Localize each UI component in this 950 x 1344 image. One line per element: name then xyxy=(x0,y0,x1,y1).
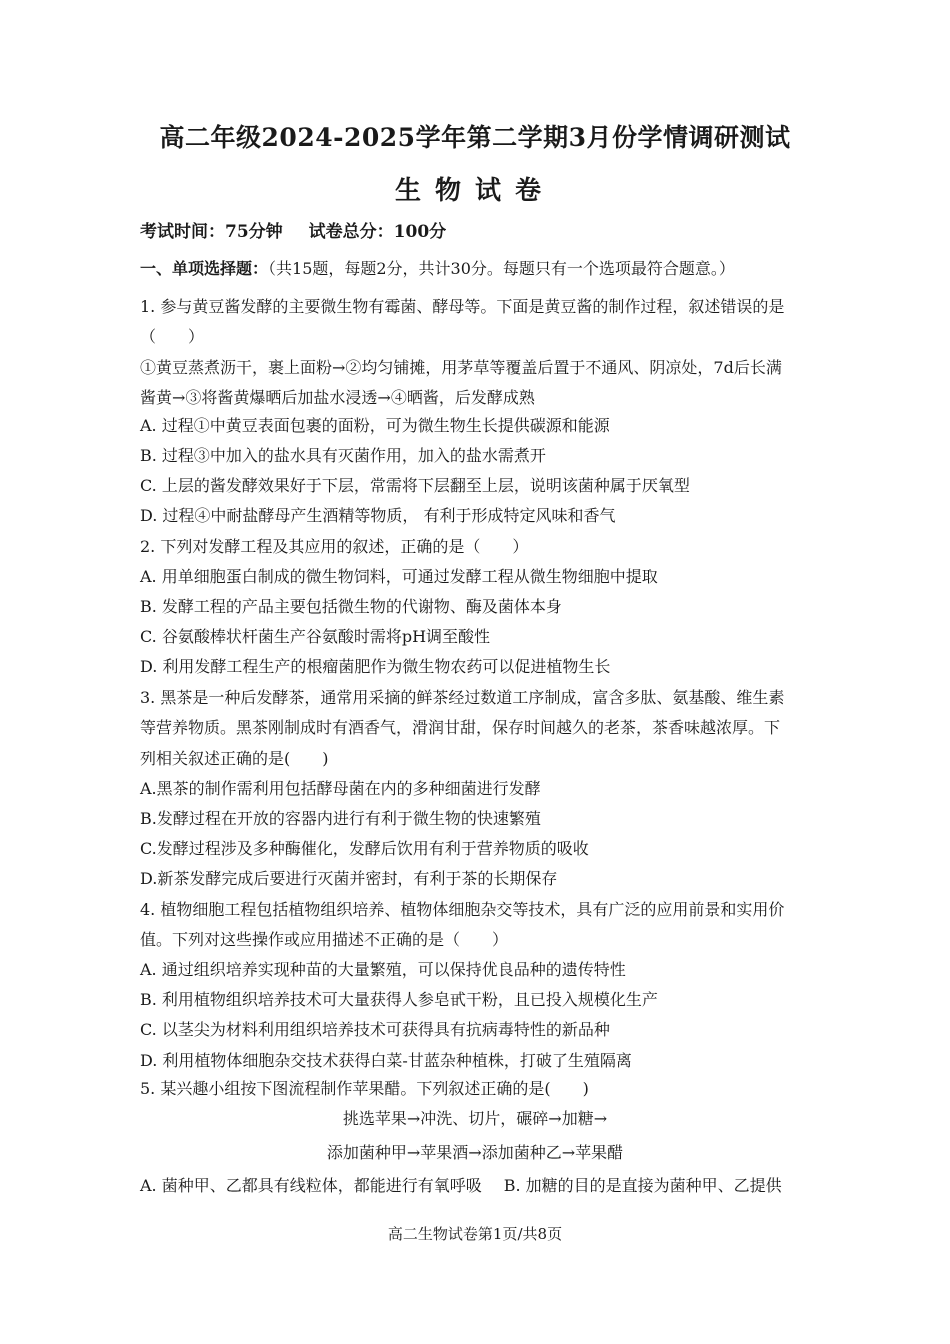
q5-stem: 5. 某兴趣小组按下图流程制作苹果醋。下列叙述正确的是( ) xyxy=(140,1079,589,1098)
q5-flow-line2: 添加菌种甲→苹果酒→添加菌种乙→苹果醋 xyxy=(326,1143,624,1162)
q3-option-c: C.发酵过程涉及多种酶催化，发酵后饮用有利于营养物质的吸收 xyxy=(140,839,589,858)
q1-option-c: C. 上层的酱发酵效果好于下层，常需将下层翻至上层，说明该菌种属于厌氧型 xyxy=(140,476,690,495)
q4-option-b: B. 利用植物组织培养技术可大量获得人参皂甙干粉，且已投入规模化生产 xyxy=(140,990,658,1009)
q1-option-b: B. 过程③中加入的盐水具有灭菌作用，加入的盐水需煮开 xyxy=(140,446,546,465)
q2-option-d: D. 利用发酵工程生产的根瘤菌肥作为微生物农药可以促进植物生长 xyxy=(140,657,611,676)
section-title: 一、单项选择题： xyxy=(140,259,269,278)
q2-option-b: B. 发酵工程的产品主要包括微生物的代谢物、酶及菌体本身 xyxy=(140,597,562,616)
q3-option-a: A.黑茶的制作需利用包括酵母菌在内的多种细菌进行发酵 xyxy=(140,779,541,798)
q4-option-a: A. 通过组织培养实现种苗的大量繁殖，可以保持优良品种的遗传特性 xyxy=(140,960,626,979)
q3-stem-line3: 列相关叙述正确的是( ) xyxy=(140,749,329,768)
page-footer: 高二生物试卷第1页/共8页 xyxy=(387,1225,563,1243)
q1-process-line2: 酱黄→③将酱黄爆晒后加盐水浸透→④晒酱，后发酵成熟 xyxy=(140,388,535,407)
q5-option-b: B. 加糖的目的是直接为菌种甲、乙提供 xyxy=(503,1176,782,1195)
total-score: 试卷总分：100分 xyxy=(308,222,447,242)
q3-stem-line1: 3. 黑茶是一种后发酵茶，通常用采摘的鲜茶经过数道工序制成，富含多肽、氨基酸、维生素 xyxy=(140,688,785,707)
exam-subtitle: 生物试卷 xyxy=(394,176,555,206)
q3-stem-line2: 等营养物质。黑茶刚制成时有酒香气，滑润甘甜，保存时间越久的老茶，茶香味越浓厚。下 xyxy=(140,718,781,737)
q1-stem-line2: （ ） xyxy=(140,327,205,346)
exam-time: 考试时间：75分钟 xyxy=(140,222,283,242)
section-instruction: （共15题，每题2分，共计30分。每题只有一个选项最符合题意。） xyxy=(268,259,735,278)
exam-title: 高二年级2024-2025学年第二学期3月份学情调研测试 xyxy=(159,123,791,152)
q4-stem-line1: 4. 植物细胞工程包括植物组织培养、植物体细胞杂交等技术，具有广泛的应用前景和实用价 xyxy=(140,900,785,919)
q1-stem-line1: 1. 参与黄豆酱发酵的主要微生物有霉菌、酵母等。下面是黄豆酱的制作过程，叙述错误的是 xyxy=(140,297,785,316)
q4-option-d: D. 利用植物体细胞杂交技术获得白菜-甘蓝杂种植株，打破了生殖隔离 xyxy=(140,1051,632,1070)
section-heading xyxy=(140,258,820,280)
q5-flow-line1: 挑选苹果→冲洗、切片，碾碎→加糖→ xyxy=(342,1109,608,1128)
q3-option-d: D.新茶发酵完成后要进行灭菌并密封，有利于茶的长期保存 xyxy=(140,869,558,888)
q4-option-c: C. 以茎尖为材料利用组织培养技术可获得具有抗病毒特性的新品种 xyxy=(140,1020,610,1039)
q1-option-a: A. 过程①中黄豆表面包裹的面粉，可为微生物生长提供碳源和能源 xyxy=(140,416,610,435)
q4-stem-line2: 值。下列对这些操作或应用描述不正确的是（ ） xyxy=(140,930,509,949)
q1-process-line1: ①黄豆蒸煮沥干，裹上面粉→②均匀铺摊，用茅草等覆盖后置于不通风、阴凉处，7d后长满 xyxy=(140,358,782,377)
q1-option-d: D. 过程④中耐盐酵母产生酒精等物质， 有利于形成特定风味和香气 xyxy=(140,506,616,525)
q5-option-a: A. 菌种甲、乙都具有线粒体，都能进行有氧呼吸 xyxy=(140,1176,482,1195)
q2-option-a: A. 用单细胞蛋白制成的微生物饲料，可通过发酵工程从微生物细胞中提取 xyxy=(140,567,658,586)
q2-stem: 2. 下列对发酵工程及其应用的叙述，正确的是（ ） xyxy=(140,537,529,556)
q2-option-c: C. 谷氨酸棒状杆菌生产谷氨酸时需将pH调至酸性 xyxy=(140,627,491,646)
exam-info xyxy=(140,221,820,243)
q5-options-row xyxy=(140,1175,820,1197)
q3-option-b: B.发酵过程在开放的容器内进行有利于微生物的快速繁殖 xyxy=(140,809,541,828)
